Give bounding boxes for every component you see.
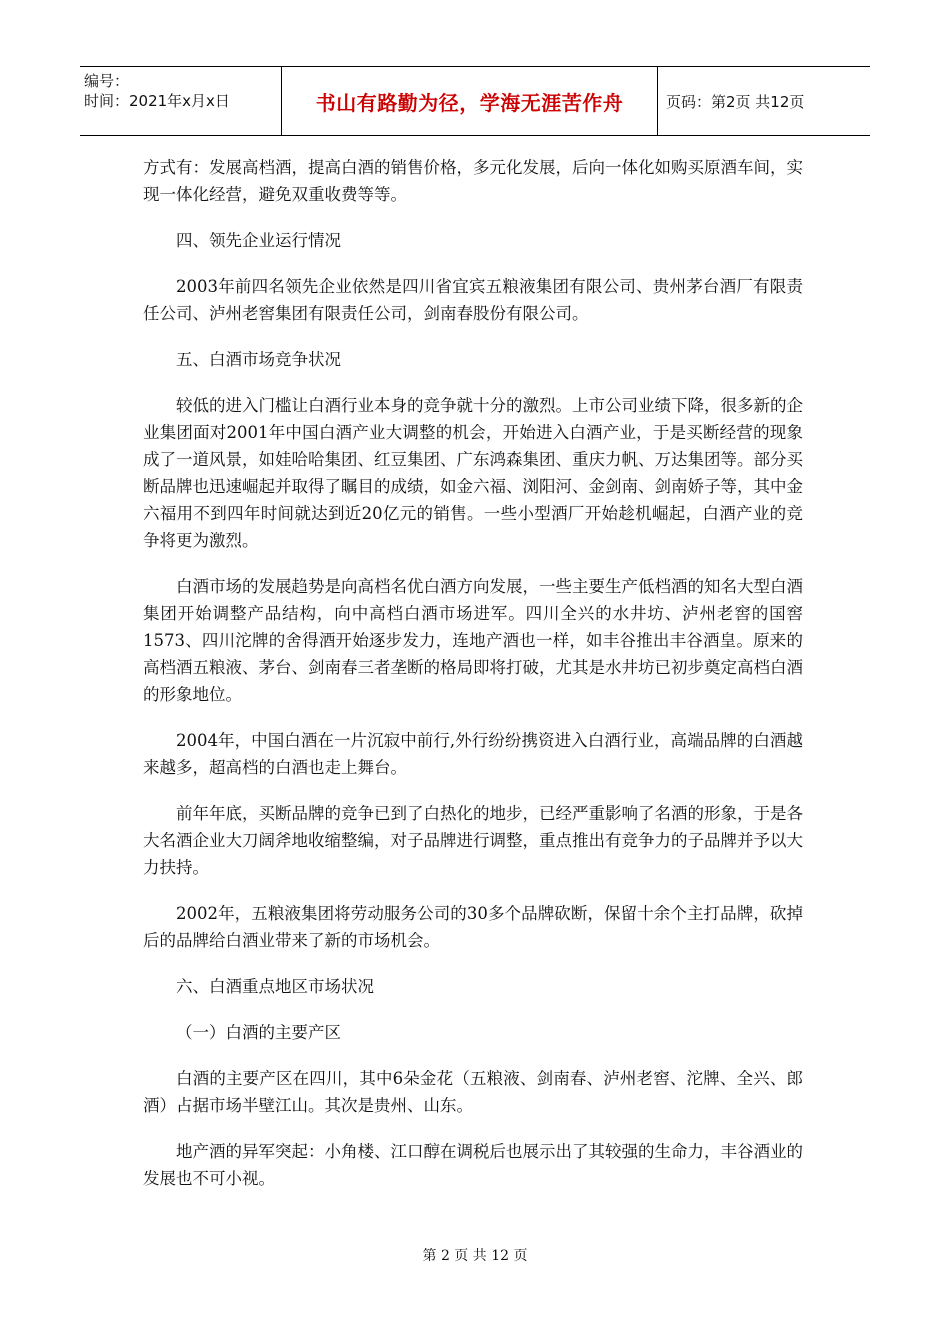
header-page-cell [658, 67, 870, 135]
section-heading: 六、白酒重点地区市场状况 [176, 977, 374, 996]
paragraph: 方式有：发展高档酒，提高白酒的销售价格，多元化发展，后向一体化如购买原酒车间，实现一体化经营，避免双重收费等等。 [143, 158, 803, 204]
paragraph: 地产酒的异军突起：小角楼、江口醇在调税后也展示出了其较强的生命力，丰谷酒业的发展也不可小视。 [143, 1142, 803, 1188]
section-heading: 五、白酒市场竞争状况 [176, 350, 341, 369]
paragraph: 2004年，中国白酒在一片沉寂中前行,外行纷纷携资进入白酒行业，高端品牌的白酒越来越多，超高档的白酒也走上舞台。 [143, 731, 803, 777]
header-motto-cell [282, 67, 658, 135]
footer-page-number: 第 2 页 共 12 页 [422, 1248, 528, 1264]
paragraph: 较低的进入门槛让白酒行业本身的竞争就十分的激烈。上市公司业绩下降，很多新的企业集团面对2001年中国白酒产业大调整的机会，开始进入白酒产业，于是买断经营的现象成了一道风景，如娃哈哈集团、红豆集团、广东鸿森集团、重庆力帆、万达集团等。部分买断品牌也迅速崛起并取得了瞩目的成绩，如金六福、浏阳河、金剑南、剑南娇子等，其中金六福用不到四年时间就达到近20亿元的销售。一些小型酒厂开始趁机崛起，白酒产业的竞争将更为激烈。 [143, 396, 803, 550]
page-footer [0, 1245, 950, 1265]
document-number-label: 编号： [84, 72, 130, 90]
header-page-label: 页码：第2页 共12页 [666, 92, 805, 111]
paragraph: 白酒的主要产区在四川，其中6朵金花（五粮液、剑南春、泸州老窖、沱牌、全兴、郎酒）占据市场半壁江山。其次是贵州、山东。 [143, 1069, 803, 1115]
paragraph: 2002年，五粮液集团将劳动服务公司的30多个品牌砍断，保留十余个主打品牌，砍掉后的品牌给白酒业带来了新的市场机会。 [143, 904, 803, 950]
document-date-label: 时间：2021年x月x日 [84, 92, 230, 110]
header-meta [80, 67, 282, 135]
paragraph: 2003年前四名领先企业依然是四川省宜宾五粮液集团有限公司、贵州茅台酒厂有限责任公司、泸州老窖集团有限责任公司，剑南春股份有限公司。 [143, 277, 803, 323]
document-body [143, 154, 803, 1211]
header-motto: 书山有路勤为径，学海无涯苦作舟 [315, 90, 624, 115]
paragraph: 前年年底，买断品牌的竞争已到了白热化的地步，已经严重影响了名酒的形象，于是各大名酒企业大刀阔斧地收缩整编，对子品牌进行调整，重点推出有竞争力的子品牌并予以大力扶持。 [143, 804, 803, 877]
page-header [80, 66, 870, 136]
section-heading: 四、领先企业运行情况 [176, 231, 341, 250]
paragraph: 白酒市场的发展趋势是向高档名优白酒方向发展，一些主要生产低档酒的知名大型白酒集团开始调整产品结构，向中高档白酒市场进军。四川全兴的水井坊、泸州老窖的国窖1573、四川沱牌的舍得酒开始逐步发力，连地产酒也一样，如丰谷推出丰谷酒皇。原来的高档酒五粮液、茅台、剑南春三者垄断的格局即将打破，尤其是水井坊已初步奠定高档白酒的形象地位。 [143, 577, 803, 704]
subsection-heading: （一）白酒的主要产区 [176, 1023, 341, 1042]
